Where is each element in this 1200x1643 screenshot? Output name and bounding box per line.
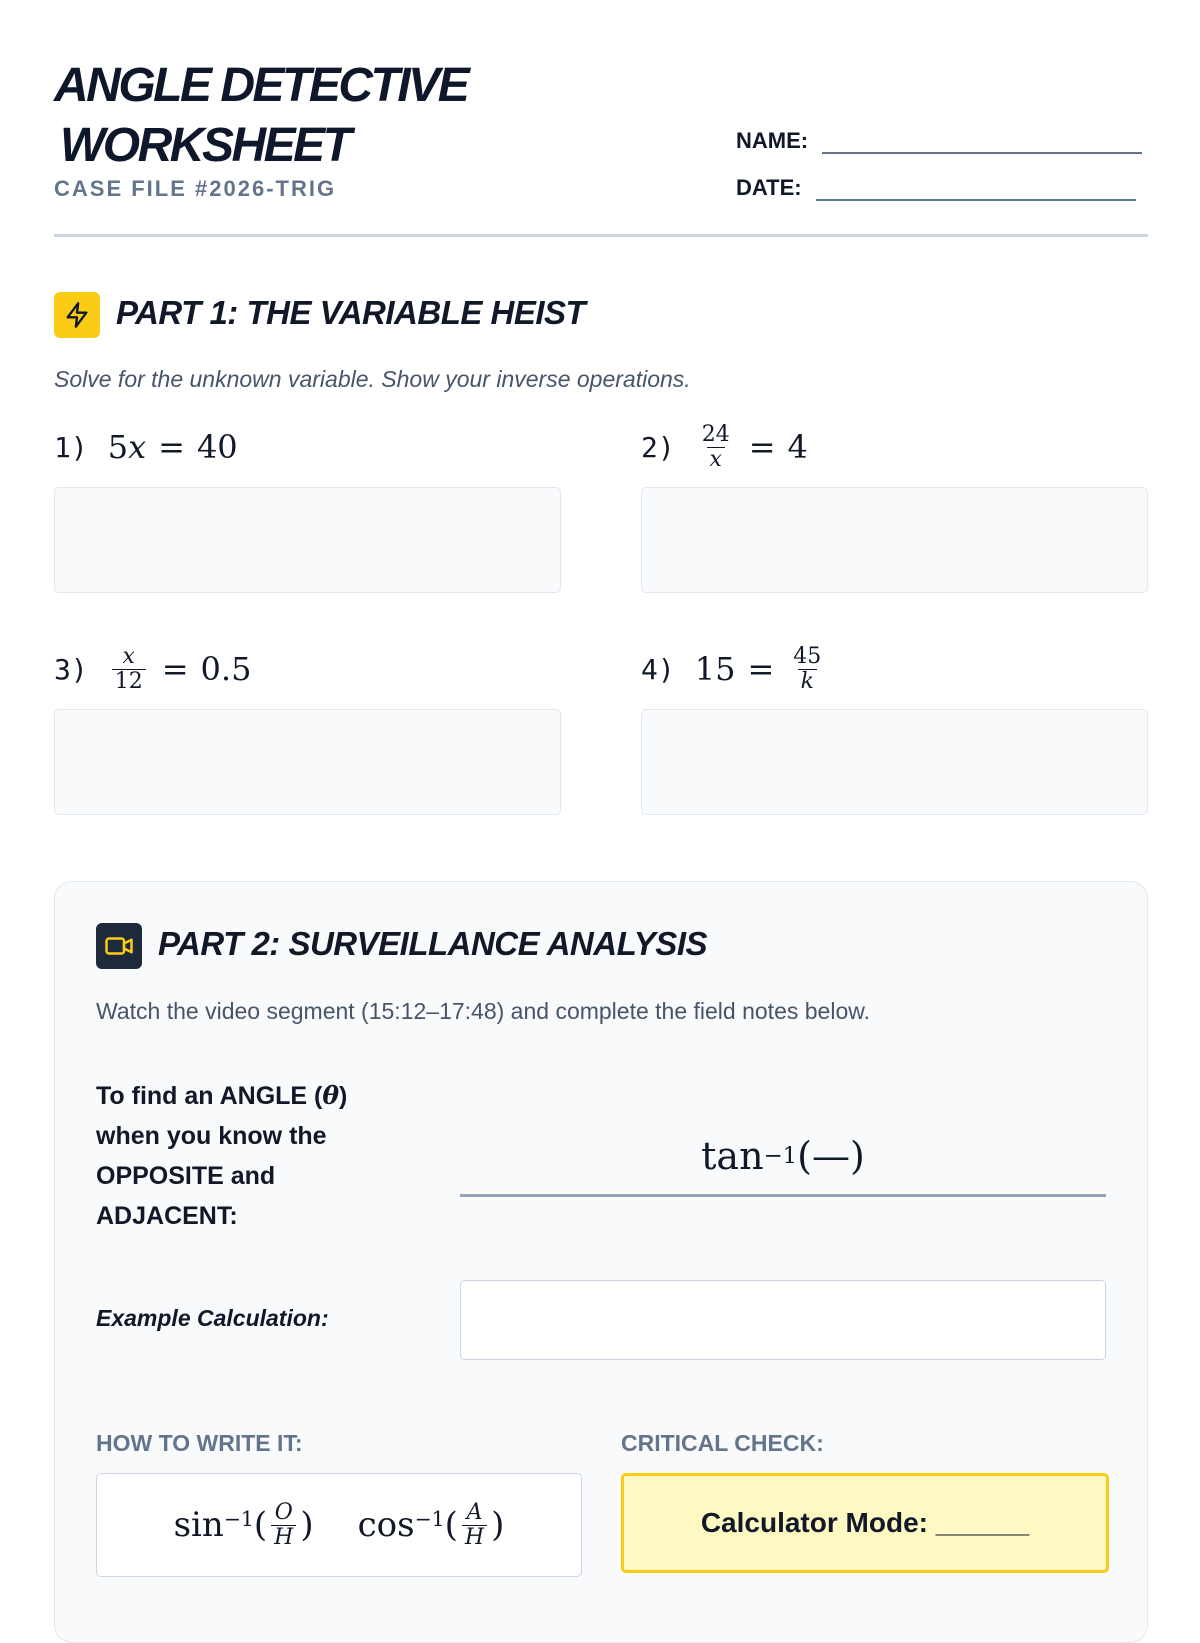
prompt-line-3: OPPOSITE and — [96, 1162, 276, 1190]
denominator: x — [709, 446, 722, 472]
find-angle-prompt — [96, 1076, 396, 1236]
calculator-mode-text: Calculator Mode: ______ — [700, 1507, 1030, 1538]
fraction — [699, 423, 733, 472]
how-to-write-box — [96, 1473, 582, 1577]
equals-sign: = — [158, 428, 185, 466]
example-calculation-box[interactable] — [460, 1280, 1106, 1360]
tan-inverse-fill-in[interactable] — [460, 1118, 1106, 1197]
coefficient: 5 — [107, 428, 129, 466]
part2-instructions: Watch the video segment (15:12–17:48) and complete the field notes below. — [96, 998, 870, 1024]
denominator: k — [800, 668, 814, 694]
critical-check-label: CRITICAL CHECK: — [621, 1430, 824, 1456]
fraction — [790, 645, 824, 694]
date-field[interactable] — [816, 177, 1136, 201]
answer-box-4[interactable] — [641, 709, 1148, 815]
numerator: 24 — [701, 421, 730, 447]
tan-function: tan — [701, 1134, 764, 1178]
prompt-line-1: To find an ANGLE ( — [96, 1082, 323, 1110]
denominator: H — [462, 1525, 487, 1550]
answer-box-3[interactable] — [54, 709, 561, 815]
how-to-write-label: HOW TO WRITE IT: — [96, 1430, 303, 1456]
fraction — [112, 645, 146, 694]
lightning-icon — [63, 301, 91, 329]
date-label: DATE: — [736, 175, 802, 200]
cos-inverse-formula: cos −1 ( $\frac{A}{H}$ ) — [357, 1499, 505, 1550]
sin-inverse-formula: sin −1 ( $\frac{O}{H}$ ) — [173, 1499, 314, 1550]
answer-box-2[interactable] — [641, 487, 1148, 593]
rhs-value: 0.5 — [200, 650, 252, 688]
numerator: O — [274, 1499, 293, 1525]
lhs-value: 15 — [694, 650, 736, 688]
name-row — [736, 128, 1142, 154]
case-file-number: CASE FILE #2026-TRIG — [54, 176, 337, 201]
numerator: 45 — [793, 643, 822, 669]
worksheet-title — [54, 56, 467, 176]
fraction — [271, 1501, 296, 1550]
problem-equation — [108, 645, 252, 694]
rhs-value: 40 — [196, 428, 238, 466]
example-calculation-label: Example Calculation: — [96, 1305, 329, 1331]
problem-number: 3) — [54, 652, 88, 686]
problem-3 — [54, 639, 251, 699]
problem-equation — [695, 423, 808, 472]
problem-number: 4) — [641, 652, 675, 686]
part2-badge — [96, 923, 142, 969]
problem-2 — [641, 417, 808, 477]
part1-heading: PART 1: THE VARIABLE HEIST — [116, 294, 586, 331]
problem-number: 1) — [54, 430, 88, 464]
problem-4 — [641, 639, 828, 699]
equals-sign: = — [161, 650, 189, 688]
variable: x — [128, 428, 147, 466]
prompt-paren: ) — [339, 1082, 348, 1110]
denominator: H — [271, 1525, 296, 1550]
cos-function: cos — [357, 1505, 415, 1545]
title-line-2: WORKSHEET — [60, 119, 350, 172]
calculator-mode-check[interactable] — [621, 1473, 1109, 1573]
answer-box-1[interactable] — [54, 487, 561, 593]
problem-1 — [54, 417, 238, 477]
blank-line: — — [812, 1134, 850, 1178]
name-field[interactable] — [822, 130, 1142, 154]
numerator: x — [122, 643, 135, 669]
numerator: A — [466, 1499, 483, 1525]
equals-sign: = — [748, 428, 776, 466]
problem-equation — [108, 428, 238, 466]
rhs-value: 4 — [787, 428, 808, 466]
date-row — [736, 175, 1136, 201]
close-paren: ) — [850, 1134, 865, 1178]
part2-heading: PART 2: SURVEILLANCE ANALYSIS — [158, 925, 707, 962]
title-line-1: ANGLE DETECTIVE — [54, 59, 468, 112]
inverse-exponent: −1 — [414, 1506, 445, 1531]
header-divider — [54, 234, 1148, 237]
part1-badge — [54, 292, 100, 338]
fraction — [462, 1501, 487, 1550]
video-camera-icon — [104, 931, 134, 961]
problem-equation — [695, 645, 829, 694]
problem-number: 2) — [641, 430, 675, 464]
part1-instructions: Solve for the unknown variable. Show your inverse operations. — [54, 366, 691, 392]
inverse-exponent: −1 — [763, 1143, 798, 1169]
theta-symbol: θ — [322, 1081, 340, 1110]
name-label: NAME: — [736, 128, 809, 153]
denominator: 12 — [112, 669, 146, 694]
sin-function: sin — [173, 1505, 224, 1545]
equals-sign: = — [747, 650, 775, 688]
prompt-line-2: when you know the — [96, 1122, 327, 1150]
open-paren: ( — [797, 1134, 812, 1178]
inverse-exponent: −1 — [223, 1506, 254, 1531]
prompt-line-4: ADJACENT: — [96, 1202, 238, 1230]
